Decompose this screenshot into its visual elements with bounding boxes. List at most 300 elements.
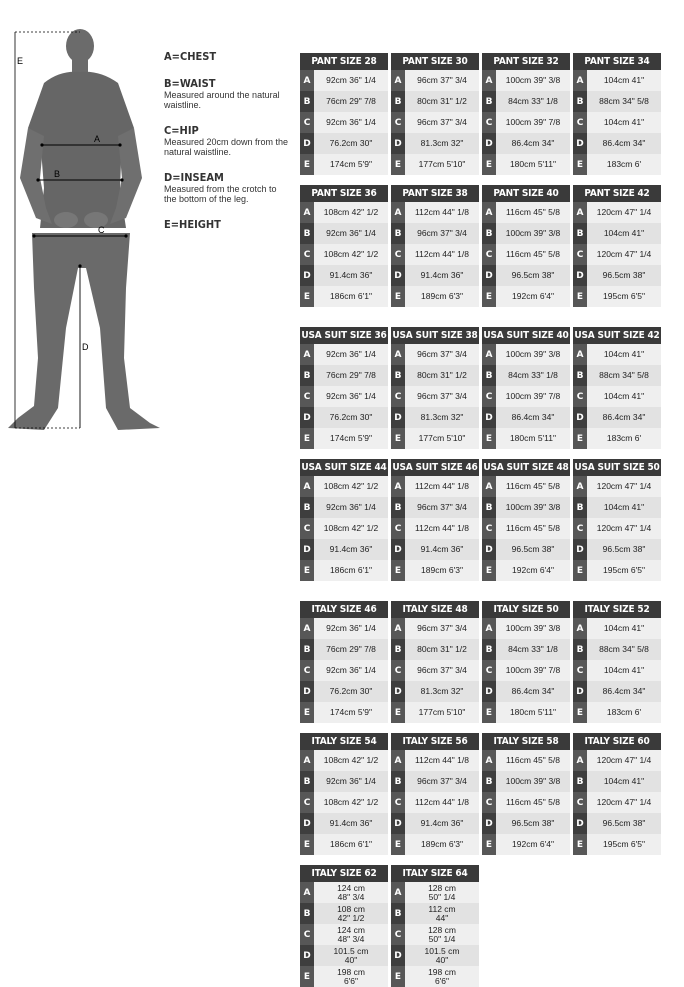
size-table-row bbox=[300, 154, 388, 175]
size-table bbox=[573, 459, 661, 581]
row-value: 192cm 6'4" bbox=[496, 560, 570, 581]
size-table-row bbox=[391, 202, 479, 223]
size-table-row bbox=[391, 112, 479, 133]
row-label: D bbox=[482, 539, 496, 560]
row-label: D bbox=[482, 265, 496, 286]
row-label: A bbox=[300, 476, 314, 497]
row-value: 101.5 cm 40" bbox=[314, 945, 388, 966]
row-value: 100cm 39" 3/8 bbox=[496, 344, 570, 365]
row-label: A bbox=[300, 750, 314, 771]
row-label: D bbox=[573, 681, 587, 702]
row-value: 84cm 33" 1/8 bbox=[496, 639, 570, 660]
row-label: D bbox=[573, 407, 587, 428]
size-table-row bbox=[573, 681, 661, 702]
size-table-row bbox=[573, 265, 661, 286]
row-value: 174cm 5'9" bbox=[314, 702, 388, 723]
row-label: E bbox=[300, 966, 314, 987]
row-label: E bbox=[391, 428, 405, 449]
row-value: 177cm 5'10" bbox=[405, 702, 479, 723]
size-table bbox=[391, 865, 479, 987]
size-table-row bbox=[482, 386, 570, 407]
size-table-title: USA SUIT SIZE 48 bbox=[482, 459, 570, 476]
size-table-row bbox=[482, 407, 570, 428]
label-c: C bbox=[98, 225, 105, 235]
size-table-row bbox=[482, 133, 570, 154]
row-label: B bbox=[482, 497, 496, 518]
row-value: 96.5cm 38" bbox=[587, 813, 661, 834]
row-label: C bbox=[300, 386, 314, 407]
label-d: D bbox=[82, 342, 89, 352]
size-table-title: ITALY SIZE 52 bbox=[573, 601, 661, 618]
size-table-row bbox=[482, 539, 570, 560]
row-label: A bbox=[391, 750, 405, 771]
row-label: A bbox=[391, 882, 405, 903]
size-table-row bbox=[300, 771, 388, 792]
row-label: B bbox=[300, 497, 314, 518]
row-label: C bbox=[482, 112, 496, 133]
row-label: E bbox=[391, 286, 405, 307]
size-table bbox=[391, 327, 479, 449]
row-label: B bbox=[391, 903, 405, 924]
row-value: 198 cm 6'6" bbox=[405, 966, 479, 987]
legend-height bbox=[164, 218, 289, 231]
label-b: B bbox=[54, 169, 61, 179]
row-label: D bbox=[573, 133, 587, 154]
size-table-row bbox=[573, 702, 661, 723]
row-value: 108cm 42" 1/2 bbox=[314, 518, 388, 539]
size-table-title: PANT SIZE 38 bbox=[391, 185, 479, 202]
size-table bbox=[300, 185, 388, 307]
row-label: A bbox=[573, 70, 587, 91]
size-table-title: USA SUIT SIZE 40 bbox=[482, 327, 570, 344]
size-table-row bbox=[391, 428, 479, 449]
size-table-row bbox=[300, 750, 388, 771]
size-table bbox=[300, 53, 388, 175]
row-label: A bbox=[391, 344, 405, 365]
row-value: 120cm 47" 1/4 bbox=[587, 518, 661, 539]
row-value: 180cm 5'11" bbox=[496, 154, 570, 175]
size-table-title: ITALY SIZE 64 bbox=[391, 865, 479, 882]
row-label: E bbox=[482, 560, 496, 581]
row-value: 112 cm 44" bbox=[405, 903, 479, 924]
size-table-row bbox=[300, 497, 388, 518]
size-table-row bbox=[482, 365, 570, 386]
row-value: 81.3cm 32" bbox=[405, 681, 479, 702]
row-value: 86.4cm 34" bbox=[496, 133, 570, 154]
size-table bbox=[300, 733, 388, 855]
row-value: 192cm 6'4" bbox=[496, 834, 570, 855]
row-value: 104cm 41" bbox=[587, 660, 661, 681]
row-label: C bbox=[573, 244, 587, 265]
row-value: 96cm 37" 3/4 bbox=[405, 223, 479, 244]
row-value: 189cm 6'3" bbox=[405, 286, 479, 307]
size-table-row bbox=[482, 286, 570, 307]
size-table-row bbox=[482, 497, 570, 518]
legend-title: B=WAIST bbox=[164, 77, 216, 90]
legend-hip bbox=[164, 124, 289, 157]
row-label: C bbox=[573, 112, 587, 133]
size-table-row bbox=[391, 133, 479, 154]
row-label: B bbox=[300, 771, 314, 792]
row-label: D bbox=[391, 133, 405, 154]
row-value: 92cm 36" 1/4 bbox=[314, 344, 388, 365]
row-label: D bbox=[482, 407, 496, 428]
size-table-row bbox=[391, 476, 479, 497]
row-value: 104cm 41" bbox=[587, 771, 661, 792]
row-value: 92cm 36" 1/4 bbox=[314, 70, 388, 91]
size-table-row bbox=[482, 518, 570, 539]
row-label: A bbox=[482, 70, 496, 91]
row-label: E bbox=[300, 702, 314, 723]
size-table-title: PANT SIZE 28 bbox=[300, 53, 388, 70]
row-label: E bbox=[482, 154, 496, 175]
row-label: C bbox=[573, 660, 587, 681]
row-label: A bbox=[573, 476, 587, 497]
row-label: E bbox=[391, 966, 405, 987]
row-label: D bbox=[391, 945, 405, 966]
size-table bbox=[300, 865, 388, 987]
size-table-row bbox=[573, 386, 661, 407]
size-table-row bbox=[391, 924, 479, 945]
row-label: D bbox=[391, 813, 405, 834]
size-table-row bbox=[391, 518, 479, 539]
row-value: 96cm 37" 3/4 bbox=[405, 386, 479, 407]
size-table bbox=[482, 185, 570, 307]
label-a: A bbox=[94, 134, 101, 144]
size-table-title: USA SUIT SIZE 38 bbox=[391, 327, 479, 344]
size-table-row bbox=[573, 202, 661, 223]
row-label: B bbox=[573, 365, 587, 386]
row-value: 96.5cm 38" bbox=[496, 539, 570, 560]
row-value: 116cm 45" 5/8 bbox=[496, 518, 570, 539]
size-table-title: ITALY SIZE 60 bbox=[573, 733, 661, 750]
row-label: B bbox=[300, 365, 314, 386]
size-table-row bbox=[300, 618, 388, 639]
row-label: A bbox=[482, 476, 496, 497]
size-table-row bbox=[391, 386, 479, 407]
size-table bbox=[300, 459, 388, 581]
row-label: C bbox=[391, 792, 405, 813]
size-table-row bbox=[300, 476, 388, 497]
row-value: 96.5cm 38" bbox=[587, 539, 661, 560]
row-label: E bbox=[300, 286, 314, 307]
row-value: 100cm 39" 3/8 bbox=[496, 618, 570, 639]
size-table-row bbox=[300, 223, 388, 244]
row-label: C bbox=[391, 924, 405, 945]
row-value: 116cm 45" 5/8 bbox=[496, 750, 570, 771]
row-label: E bbox=[482, 702, 496, 723]
size-table-row bbox=[482, 681, 570, 702]
size-table-title: PANT SIZE 36 bbox=[300, 185, 388, 202]
label-e: E bbox=[17, 56, 24, 66]
row-label: B bbox=[391, 639, 405, 660]
row-value: 91.4cm 36" bbox=[314, 539, 388, 560]
row-value: 96cm 37" 3/4 bbox=[405, 771, 479, 792]
row-label: E bbox=[300, 428, 314, 449]
size-table-row bbox=[482, 428, 570, 449]
legend-title: C=HIP bbox=[164, 124, 199, 137]
size-table-row bbox=[573, 639, 661, 660]
size-table-row bbox=[300, 639, 388, 660]
row-label: C bbox=[573, 386, 587, 407]
size-table-row bbox=[300, 112, 388, 133]
body-silhouette-figure bbox=[0, 28, 170, 438]
row-value: 91.4cm 36" bbox=[405, 539, 479, 560]
legend-title: A=CHEST bbox=[164, 50, 217, 63]
size-table-row bbox=[573, 476, 661, 497]
row-label: E bbox=[391, 834, 405, 855]
row-value: 186cm 6'1" bbox=[314, 834, 388, 855]
row-label: A bbox=[482, 618, 496, 639]
row-value: 120cm 47" 1/4 bbox=[587, 244, 661, 265]
size-table-row bbox=[482, 639, 570, 660]
size-table-row bbox=[391, 750, 479, 771]
row-label: E bbox=[482, 428, 496, 449]
row-label: D bbox=[573, 265, 587, 286]
row-value: 86.4cm 34" bbox=[587, 407, 661, 428]
row-value: 195cm 6'5" bbox=[587, 560, 661, 581]
size-table bbox=[391, 601, 479, 723]
row-value: 189cm 6'3" bbox=[405, 834, 479, 855]
size-table-row bbox=[573, 70, 661, 91]
row-value: 92cm 36" 1/4 bbox=[314, 497, 388, 518]
size-table bbox=[391, 53, 479, 175]
measurement-legend bbox=[164, 50, 289, 245]
row-label: B bbox=[391, 223, 405, 244]
row-label: B bbox=[391, 91, 405, 112]
size-table-row bbox=[573, 154, 661, 175]
row-value: 91.4cm 36" bbox=[405, 813, 479, 834]
row-label: D bbox=[300, 813, 314, 834]
size-table-row bbox=[482, 813, 570, 834]
size-table-row bbox=[300, 407, 388, 428]
row-label: B bbox=[391, 497, 405, 518]
row-value: 116cm 45" 5/8 bbox=[496, 202, 570, 223]
row-label: B bbox=[300, 639, 314, 660]
row-label: C bbox=[482, 244, 496, 265]
row-value: 84cm 33" 1/8 bbox=[496, 91, 570, 112]
row-value: 116cm 45" 5/8 bbox=[496, 476, 570, 497]
row-label: A bbox=[573, 344, 587, 365]
size-table-row bbox=[573, 223, 661, 244]
row-value: 92cm 36" 1/4 bbox=[314, 223, 388, 244]
row-value: 96cm 37" 3/4 bbox=[405, 70, 479, 91]
row-value: 104cm 41" bbox=[587, 618, 661, 639]
row-value: 81.3cm 32" bbox=[405, 133, 479, 154]
row-value: 88cm 34" 5/8 bbox=[587, 365, 661, 386]
row-label: C bbox=[300, 244, 314, 265]
size-table-row bbox=[300, 882, 388, 903]
row-label: E bbox=[573, 428, 587, 449]
row-label: D bbox=[391, 539, 405, 560]
size-table-row bbox=[391, 618, 479, 639]
size-table-row bbox=[482, 344, 570, 365]
row-label: E bbox=[300, 154, 314, 175]
size-table-title: PANT SIZE 32 bbox=[482, 53, 570, 70]
legend-desc: Measured around the natural waistline. bbox=[164, 90, 280, 110]
size-table-row bbox=[391, 813, 479, 834]
size-table bbox=[391, 733, 479, 855]
row-value: 180cm 5'11" bbox=[496, 428, 570, 449]
size-table bbox=[573, 53, 661, 175]
size-table-row bbox=[391, 792, 479, 813]
row-value: 88cm 34" 5/8 bbox=[587, 639, 661, 660]
size-table bbox=[391, 459, 479, 581]
row-value: 116cm 45" 5/8 bbox=[496, 792, 570, 813]
size-table-row bbox=[391, 497, 479, 518]
legend-title: E=HEIGHT bbox=[164, 218, 221, 231]
row-label: B bbox=[482, 223, 496, 244]
row-label: A bbox=[573, 618, 587, 639]
row-value: 108cm 42" 1/2 bbox=[314, 476, 388, 497]
row-label: D bbox=[300, 133, 314, 154]
size-table-row bbox=[391, 244, 479, 265]
size-table bbox=[482, 53, 570, 175]
size-table-row bbox=[573, 244, 661, 265]
row-label: A bbox=[391, 476, 405, 497]
row-value: 198 cm 6'6" bbox=[314, 966, 388, 987]
row-value: 195cm 6'5" bbox=[587, 834, 661, 855]
row-label: B bbox=[391, 771, 405, 792]
size-table-row bbox=[391, 91, 479, 112]
row-value: 96.5cm 38" bbox=[496, 265, 570, 286]
size-table bbox=[391, 185, 479, 307]
row-value: 91.4cm 36" bbox=[405, 265, 479, 286]
size-table-title: ITALY SIZE 58 bbox=[482, 733, 570, 750]
size-table-row bbox=[391, 903, 479, 924]
size-table-row bbox=[300, 70, 388, 91]
row-label: A bbox=[573, 202, 587, 223]
row-value: 96cm 37" 3/4 bbox=[405, 660, 479, 681]
row-label: C bbox=[482, 660, 496, 681]
row-label: D bbox=[573, 813, 587, 834]
size-table-row bbox=[391, 286, 479, 307]
row-value: 183cm 6' bbox=[587, 702, 661, 723]
size-table-row bbox=[573, 771, 661, 792]
legend-chest bbox=[164, 50, 289, 63]
size-table-row bbox=[482, 70, 570, 91]
size-table-row bbox=[300, 428, 388, 449]
row-value: 96.5cm 38" bbox=[496, 813, 570, 834]
row-value: 101.5 cm 40" bbox=[405, 945, 479, 966]
size-table bbox=[482, 601, 570, 723]
size-table-row bbox=[300, 386, 388, 407]
size-table-row bbox=[391, 265, 479, 286]
size-table-title: ITALY SIZE 50 bbox=[482, 601, 570, 618]
row-value: 128 cm 50" 1/4 bbox=[405, 924, 479, 945]
row-label: C bbox=[482, 792, 496, 813]
row-value: 86.4cm 34" bbox=[496, 681, 570, 702]
row-value: 96cm 37" 3/4 bbox=[405, 344, 479, 365]
row-label: B bbox=[482, 91, 496, 112]
row-label: E bbox=[300, 834, 314, 855]
row-label: C bbox=[482, 518, 496, 539]
row-label: D bbox=[482, 813, 496, 834]
size-table-row bbox=[482, 265, 570, 286]
size-table-row bbox=[482, 476, 570, 497]
row-value: 96cm 37" 3/4 bbox=[405, 497, 479, 518]
size-table-row bbox=[573, 750, 661, 771]
size-table-row bbox=[300, 834, 388, 855]
size-table-row bbox=[391, 882, 479, 903]
row-value: 108cm 42" 1/2 bbox=[314, 202, 388, 223]
row-value: 195cm 6'5" bbox=[587, 286, 661, 307]
row-label: C bbox=[391, 386, 405, 407]
size-table-row bbox=[300, 286, 388, 307]
size-table-row bbox=[482, 244, 570, 265]
size-table-title: USA SUIT SIZE 46 bbox=[391, 459, 479, 476]
row-value: 92cm 36" 1/4 bbox=[314, 386, 388, 407]
row-value: 108cm 42" 1/2 bbox=[314, 750, 388, 771]
size-table bbox=[573, 733, 661, 855]
size-table-row bbox=[300, 539, 388, 560]
row-value: 192cm 6'4" bbox=[496, 286, 570, 307]
row-label: E bbox=[391, 560, 405, 581]
size-table-row bbox=[391, 702, 479, 723]
row-value: 100cm 39" 7/8 bbox=[496, 386, 570, 407]
size-table-row bbox=[482, 112, 570, 133]
size-table-title: USA SUIT SIZE 42 bbox=[573, 327, 661, 344]
size-table bbox=[300, 601, 388, 723]
row-label: B bbox=[573, 771, 587, 792]
size-table-row bbox=[300, 945, 388, 966]
row-label: B bbox=[300, 223, 314, 244]
silhouette-image bbox=[0, 28, 170, 438]
row-label: B bbox=[573, 223, 587, 244]
row-value: 108 cm 42" 1/2 bbox=[314, 903, 388, 924]
size-table-title: USA SUIT SIZE 50 bbox=[573, 459, 661, 476]
size-table-row bbox=[391, 834, 479, 855]
row-value: 86.4cm 34" bbox=[496, 407, 570, 428]
row-value: 100cm 39" 7/8 bbox=[496, 660, 570, 681]
row-label: D bbox=[482, 681, 496, 702]
row-value: 100cm 39" 3/8 bbox=[496, 497, 570, 518]
row-label: A bbox=[482, 750, 496, 771]
row-value: 76cm 29" 7/8 bbox=[314, 365, 388, 386]
size-table-row bbox=[300, 265, 388, 286]
size-table-row bbox=[573, 813, 661, 834]
size-table bbox=[300, 327, 388, 449]
row-label: A bbox=[300, 202, 314, 223]
row-label: B bbox=[482, 365, 496, 386]
size-table-title: PANT SIZE 34 bbox=[573, 53, 661, 70]
size-table-row bbox=[573, 560, 661, 581]
size-table-row bbox=[482, 792, 570, 813]
row-label: A bbox=[300, 882, 314, 903]
row-label: E bbox=[391, 154, 405, 175]
row-value: 112cm 44" 1/8 bbox=[405, 792, 479, 813]
row-label: E bbox=[300, 560, 314, 581]
row-value: 112cm 44" 1/8 bbox=[405, 750, 479, 771]
size-table-row bbox=[300, 518, 388, 539]
row-label: A bbox=[300, 344, 314, 365]
row-value: 108cm 42" 1/2 bbox=[314, 244, 388, 265]
row-value: 91.4cm 36" bbox=[314, 265, 388, 286]
row-value: 100cm 39" 3/8 bbox=[496, 223, 570, 244]
row-label: C bbox=[482, 386, 496, 407]
row-value: 177cm 5'10" bbox=[405, 428, 479, 449]
row-label: C bbox=[391, 660, 405, 681]
row-value: 100cm 39" 3/8 bbox=[496, 70, 570, 91]
row-label: A bbox=[300, 70, 314, 91]
size-table-row bbox=[573, 407, 661, 428]
row-label: B bbox=[573, 497, 587, 518]
size-table-row bbox=[300, 560, 388, 581]
row-label: C bbox=[300, 792, 314, 813]
row-value: 120cm 47" 1/4 bbox=[587, 202, 661, 223]
row-label: A bbox=[482, 202, 496, 223]
size-table-row bbox=[300, 924, 388, 945]
